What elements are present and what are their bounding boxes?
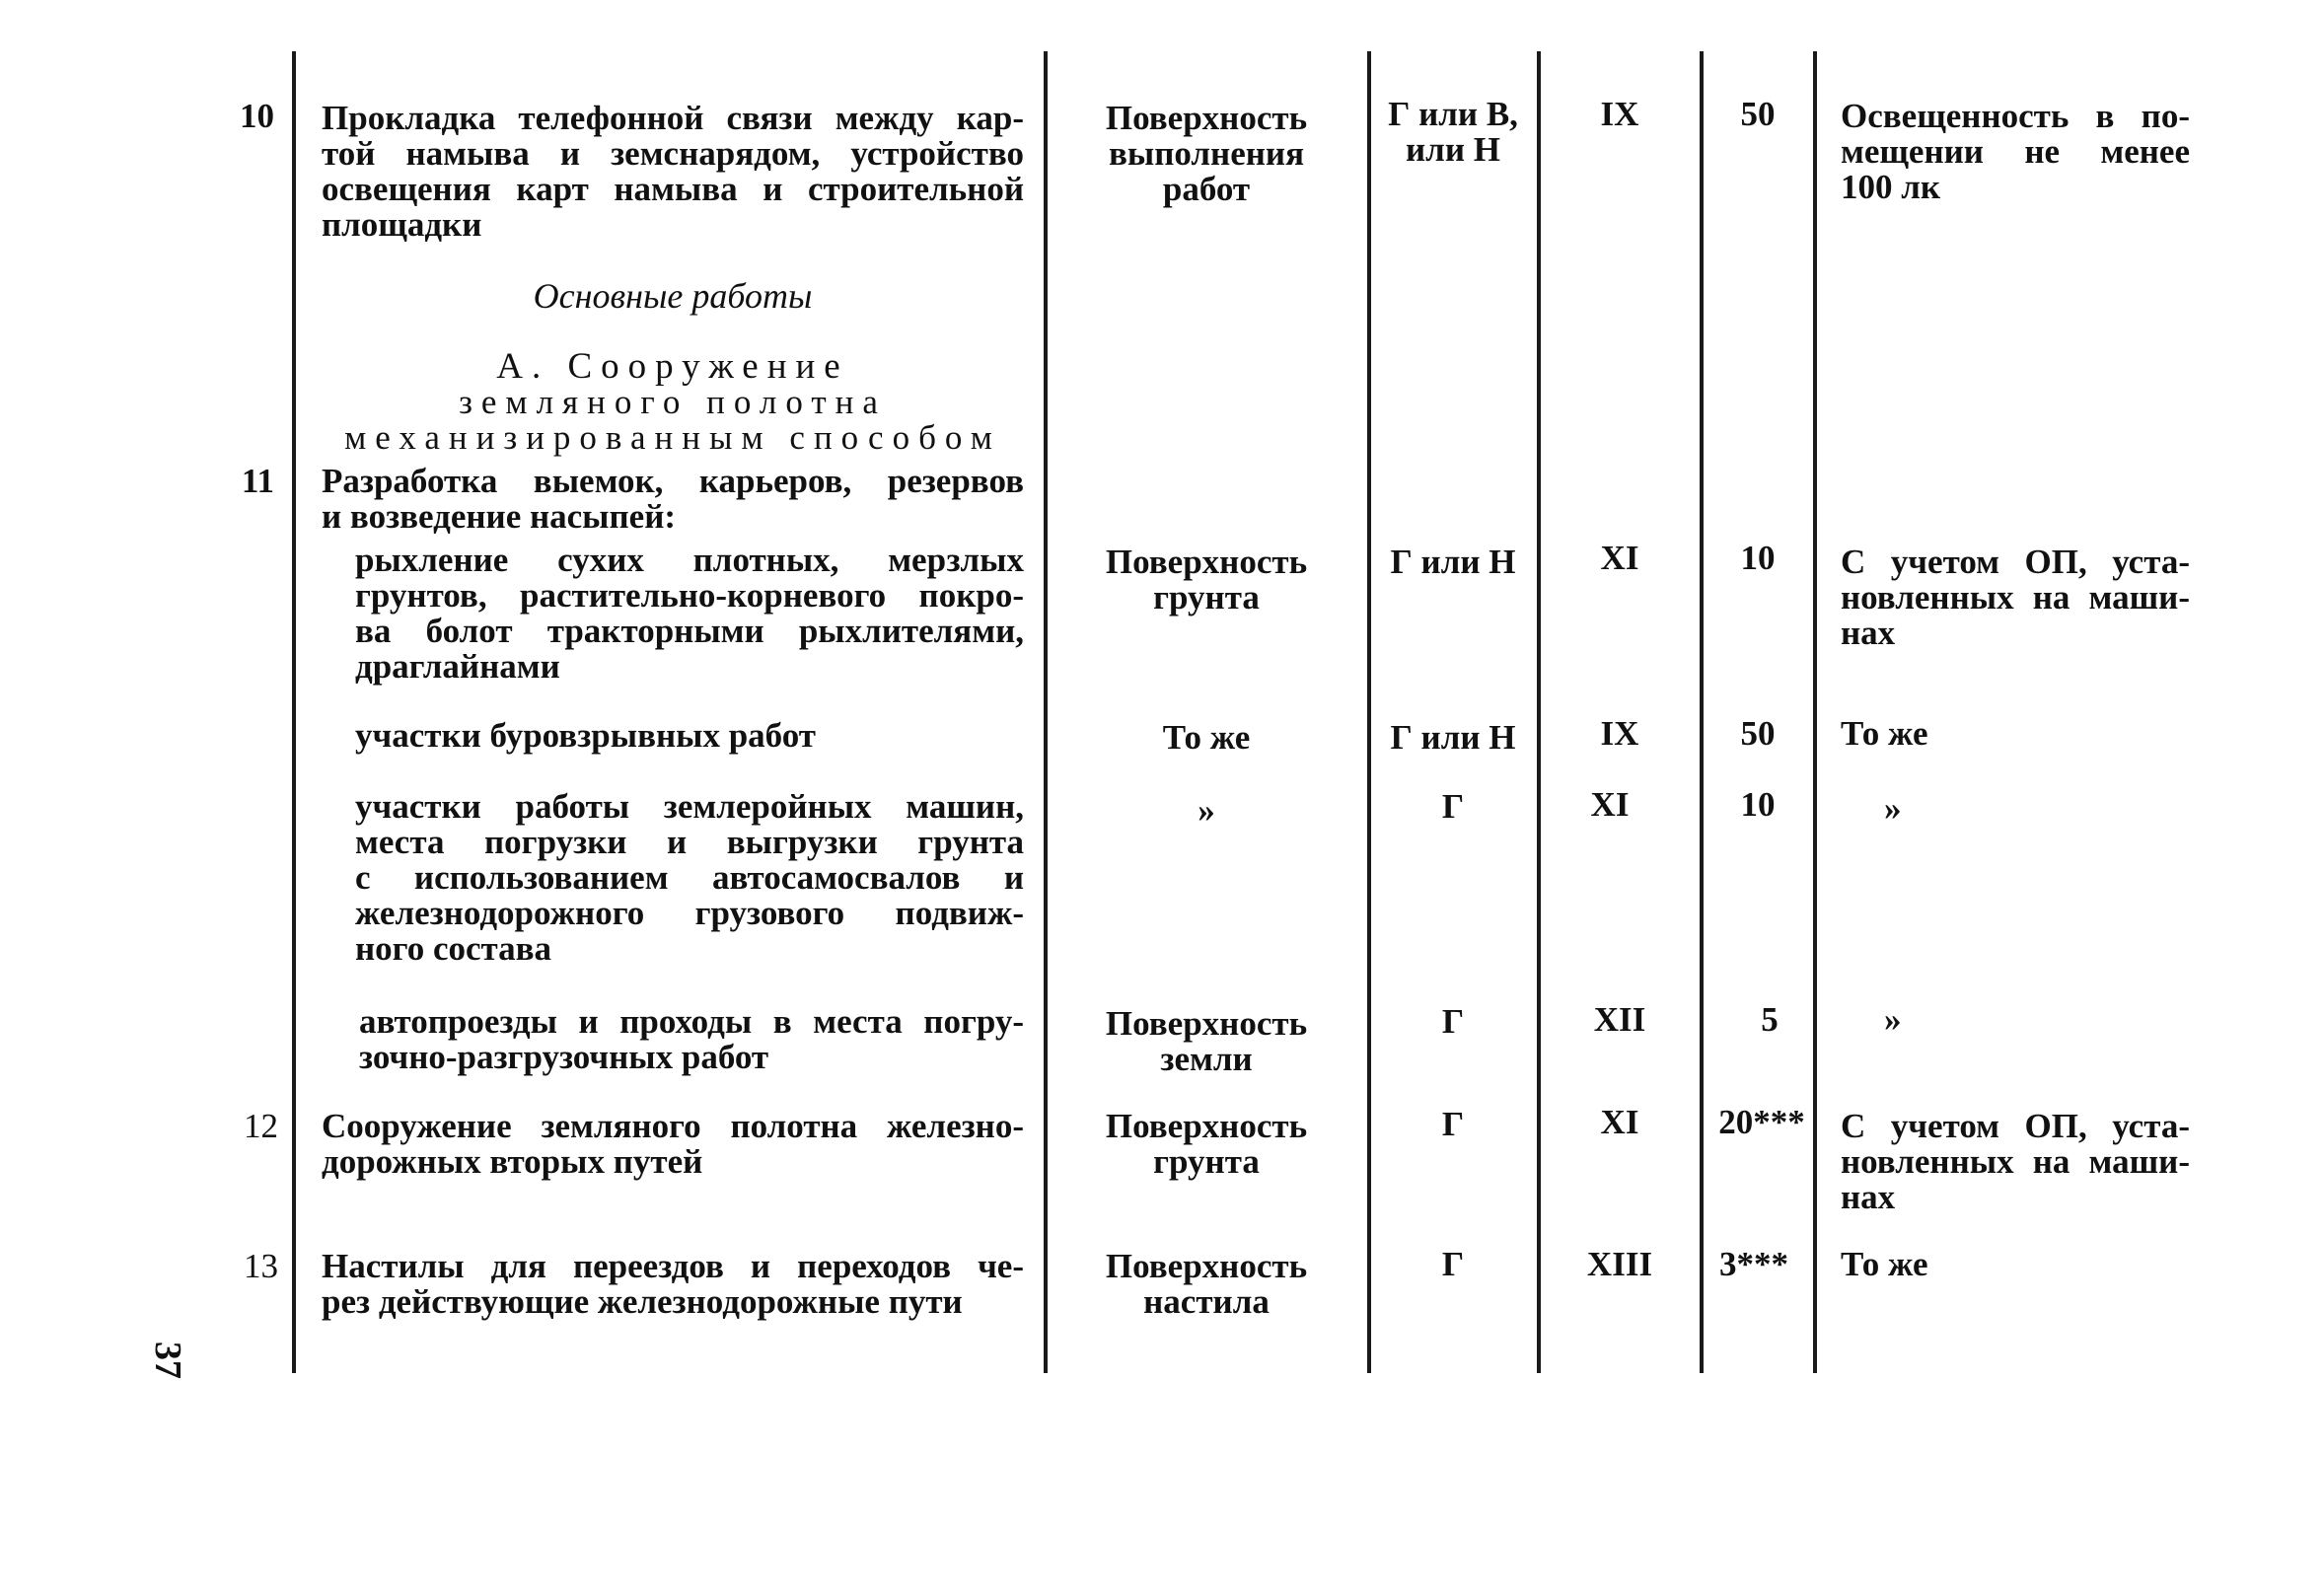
column-rule-2 [1044,51,1048,1373]
column-rule-4 [1537,51,1541,1373]
plane-cell: Г или Н [1390,718,1516,757]
plane-cell: Г или В, или Н [1388,95,1518,169]
column-rule-6 [1813,51,1817,1373]
row-description: рыхление сухих плотных, мерзлых грунтов, растительно-корневого покро- ва болот тракторными рыхлителями, драглайнами [355,541,1024,686]
row-number: 11 [241,462,274,500]
row-description: Сооружение земляного полотна железно- дорожных вторых путей [322,1107,1024,1181]
row-description: участки работы землеройных машин, места погрузки и выгрузки грунта с использованием автосамосвалов и железнодорожного грузового подвиж- ного состава [355,787,1024,968]
surface-cell: Поверхность выполнения работ [1105,99,1308,208]
row-description: Прокладка телефонной связи между кар- той намыва и земснарядом, устройство освещения карт намыва и строительной площадки [322,99,1024,244]
note-cell: С учетом ОП, уста- новленных на маши- нах [1841,1107,2190,1216]
category-cell: XI [1600,539,1639,577]
lux-cell: 10 [1740,539,1776,577]
category-cell: IX [1600,95,1639,133]
plane-cell: Г [1441,1245,1465,1283]
lux-cell: 20*** [1718,1103,1805,1141]
row-description: участки буровзрывных работ [355,716,816,755]
lux-cell: 3*** [1719,1245,1788,1283]
note-cell: То же [1841,1245,1928,1283]
row-description: автопроезды и проходы в места погру- зочно-разгрузочных работ [359,1002,1024,1076]
row-description: Настилы для переездов и переходов че- рез действующие железнодорожные пути [322,1247,1024,1321]
column-rule-3 [1367,51,1371,1373]
page-number: 37 [147,1342,188,1379]
category-cell: IX [1600,714,1639,753]
surface-cell: » [1198,791,1215,830]
plane-cell: Г [1441,1105,1465,1143]
column-rule-1 [292,51,296,1373]
plane-cell: Г [1441,1002,1465,1041]
note-cell: С учетом ОП, уста- новленных на маши- нах [1841,543,2190,652]
surface-cell: Поверхность грунта [1105,1107,1308,1181]
note-cell: » [1884,1000,1902,1039]
lux-cell: 50 [1740,95,1776,133]
column-rule-5 [1700,51,1704,1373]
surface-cell: Поверхность земли [1105,1004,1308,1078]
section-title: А. Сооружение земляного полотна механизированным способом [344,346,1001,457]
section-subtitle: Основные работы [533,276,813,316]
category-cell: XI [1590,785,1630,824]
surface-cell: То же [1162,718,1251,757]
note-cell: » [1884,789,1902,828]
category-cell: XIII [1586,1245,1653,1283]
lux-cell: 5 [1761,1000,1779,1039]
category-cell: XI [1600,1103,1639,1141]
note-cell: То же [1841,714,1928,753]
plane-cell: Г или Н [1390,543,1516,581]
row-number: 10 [240,97,274,135]
surface-cell: Поверхность грунта [1105,543,1308,617]
lux-cell: 50 [1740,714,1776,753]
row-description: Разработка выемок, карьеров, резервов и возведение насыпей: [322,462,1024,536]
row-number: 12 [244,1107,278,1145]
row-number: 13 [244,1247,278,1285]
note-cell: Освещенность в по- мещении не менее 100 лк [1841,97,2190,206]
plane-cell: Г [1441,787,1465,826]
category-cell: XII [1593,1000,1646,1039]
surface-cell: Поверхность настила [1105,1247,1308,1321]
lux-cell: 10 [1740,785,1776,824]
